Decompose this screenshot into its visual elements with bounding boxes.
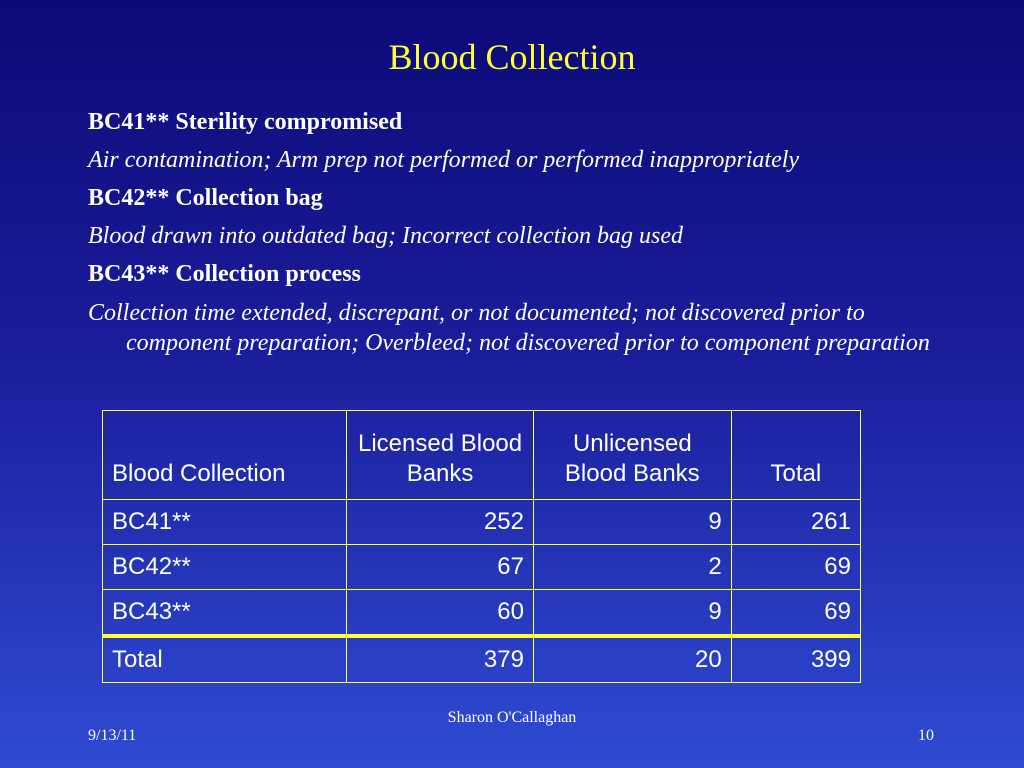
header-unlicensed-blood-banks: Unlicensed Blood Banks [533,411,731,500]
total-value: 261 [731,500,860,545]
header-total: Total [731,411,860,500]
total-value: 399 [731,636,860,683]
table-row [103,500,861,545]
bc43-description: Collection time extended, discrepant, or not documented; not discovered prior to component preparation; Overbleed; not discovered prior to component preparation [88,300,930,356]
bc42-heading: BC42** Collection bag [88,185,323,211]
unlicensed-value: 9 [533,500,731,545]
footer-author: Sharon O'Callaghan [447,709,577,726]
total-value: 69 [731,590,860,637]
licensed-value: 67 [347,545,534,590]
total-value: 69 [731,545,860,590]
bc43-heading: BC43** Collection process [88,261,361,287]
header-blood-collection: Blood Collection [103,411,347,500]
footer-page-number: 10 [918,727,934,744]
table-header-row [103,411,861,500]
row-label: BC43** [103,590,347,637]
bc42-description: Blood drawn into outdated bag; Incorrect collection bag used [88,223,684,249]
footer-date: 9/13/11 [88,727,137,744]
licensed-value: 379 [347,636,534,683]
blood-collection-table [102,410,861,683]
slide-body [88,108,958,367]
unlicensed-value: 2 [533,545,731,590]
bc41-heading: BC41** Sterility compromised [88,109,403,135]
row-label: BC41** [103,500,347,545]
bc41-description: Air contamination; Arm prep not performed or performed inappropriately [88,147,800,173]
table-total-row [103,636,861,683]
licensed-value: 60 [347,590,534,637]
header-licensed-blood-banks: Licensed Blood Banks [347,411,534,500]
unlicensed-value: 9 [533,590,731,637]
table-row [103,590,861,637]
unlicensed-value: 20 [533,636,731,683]
row-label: Total [103,636,347,683]
row-label: BC42** [103,545,347,590]
licensed-value: 252 [347,500,534,545]
table-row [103,545,861,590]
slide-title: Blood Collection [388,37,636,77]
